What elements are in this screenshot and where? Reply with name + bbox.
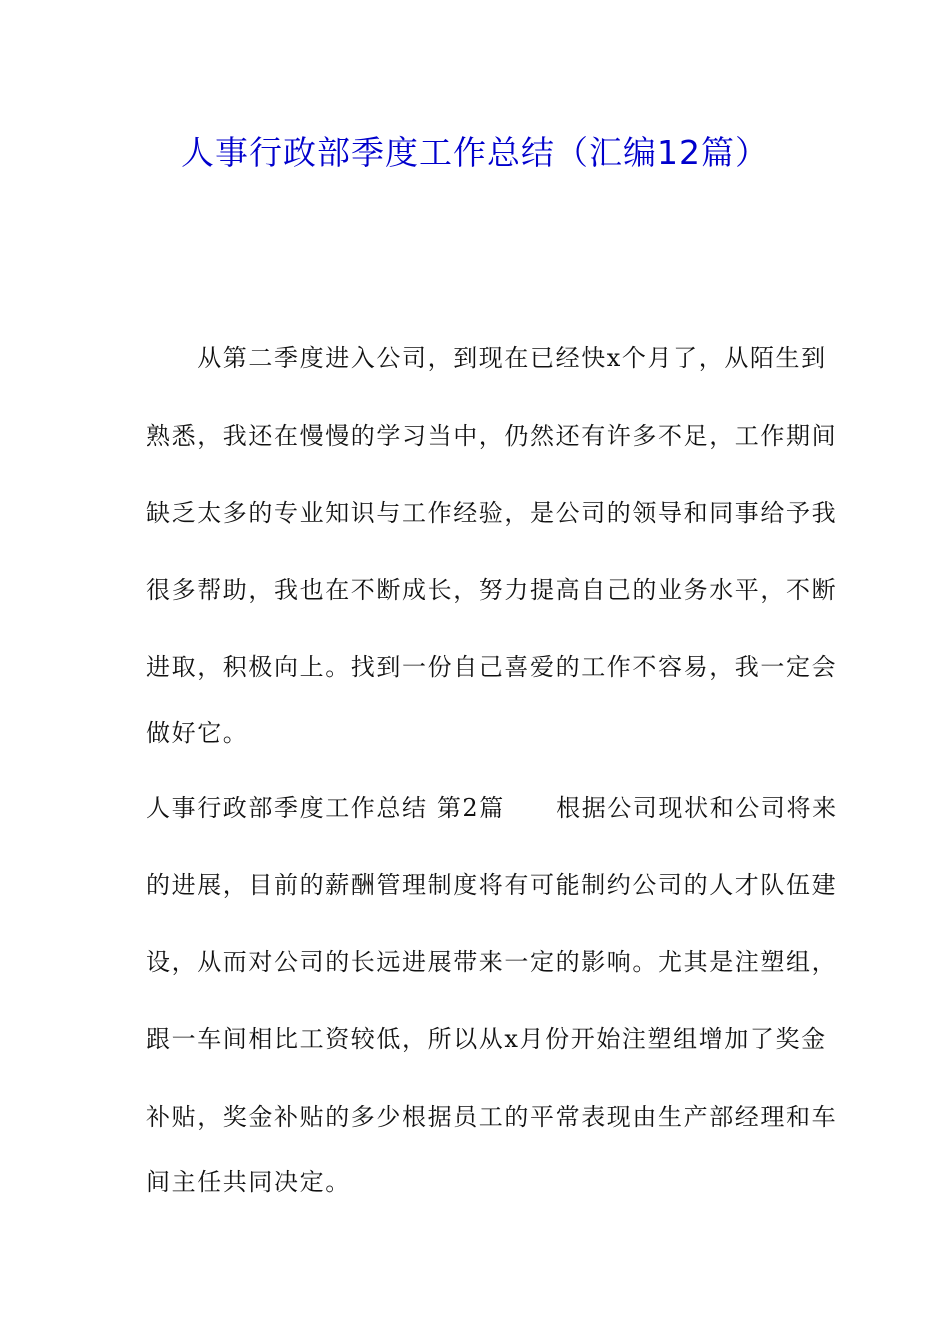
- section-heading-line: 人事行政部季度工作总结 第2篇 根据公司现状和公司将来: [146, 794, 838, 822]
- body-line: 补贴，奖金补贴的多少根据员工的平常表现由生产部经理和车: [146, 1103, 838, 1131]
- body-line: 进取，积极向上。找到一份自己喜爱的工作不容易，我一定会: [146, 653, 838, 681]
- body-line: 从第二季度进入公司，到现在已经快x个月了，从陌生到: [146, 344, 827, 372]
- body-line: 很多帮助，我也在不断成长，努力提高自己的业务水平，不断: [146, 576, 838, 604]
- body-line: 做好它。: [146, 719, 249, 747]
- body-line: 设，从而对公司的长远进展带来一定的影响。尤其是注塑组，: [146, 948, 838, 976]
- body-line: 跟一车间相比工资较低，所以从x月份开始注塑组增加了奖金: [146, 1025, 827, 1053]
- body-line: 缺乏太多的专业知识与工作经验，是公司的领导和同事给予我: [146, 499, 838, 527]
- body-line: 的进展，目前的薪酬管理制度将有可能制约公司的人才队伍建: [146, 871, 838, 899]
- body-line: 熟悉，我还在慢慢的学习当中，仍然还有许多不足，工作期间: [146, 422, 838, 450]
- body-line: 间主任共同决定。: [146, 1168, 351, 1196]
- document-title: 人事行政部季度工作总结（汇编12篇）: [181, 133, 769, 172]
